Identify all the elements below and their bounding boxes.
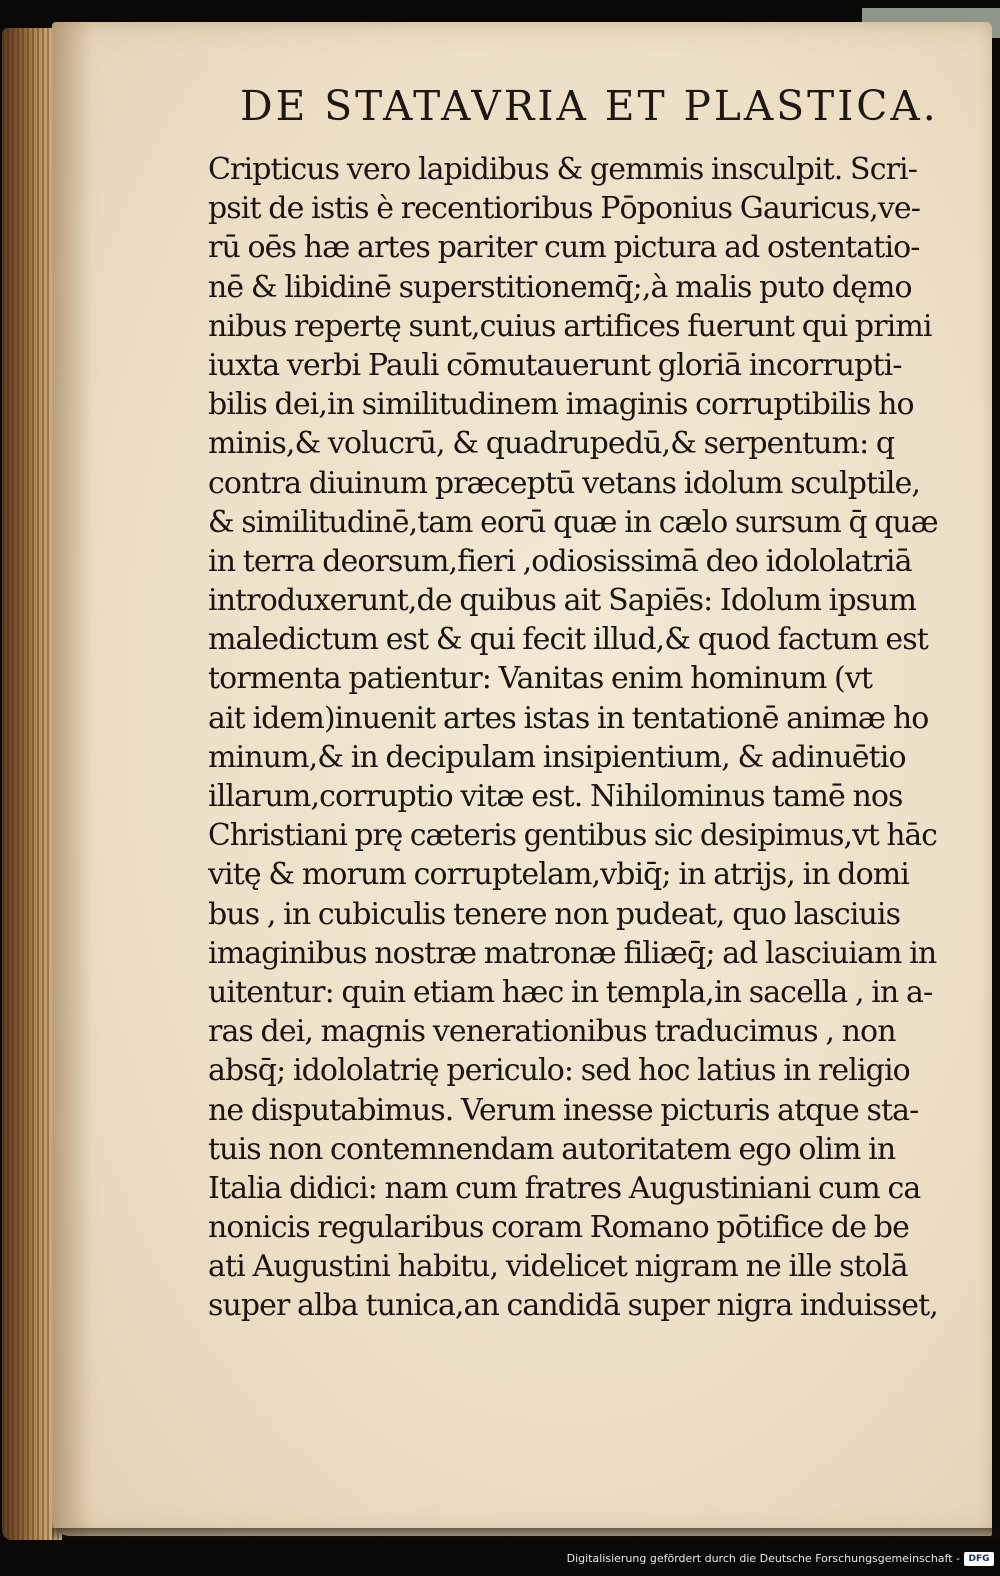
text-line: ne disputabimus. Verum inesse picturis atque sta- (208, 1092, 919, 1128)
running-head: DE STATAVRIA ET PLASTICA. (240, 82, 939, 130)
text-line: ras dei, magnis venerationibus traducimus , non (208, 1014, 896, 1050)
text-line: introduxerunt,de quibus ait Sapiēs: Idolum ipsum (208, 583, 917, 619)
text-line: Cripticus vero lapidibus & gemmis insculpit. Scri- (208, 152, 917, 187)
page-bottom-shadow (52, 1528, 1000, 1544)
text-line: contra diuinum præceptū vetans idolum sculptile, (208, 465, 921, 501)
text-line: uitentur: quin etiam hæc in templa,in sacella , in a- (208, 974, 933, 1010)
text-line: Christiani prę cæteris gentibus sic desipimus,vt hāc (208, 818, 937, 853)
text-line: nē & libidinē superstitionemq̄;,à malis puto dęmo (208, 269, 912, 305)
text-line: minum,& in decipulam insipientium, & adinuētio (208, 739, 906, 775)
text-line: iuxta verbi Pauli cōmutauerunt gloriā incorrupti- (208, 347, 902, 383)
text-line: ati Augustini habitu, videlicet nigram ne ille stolā (208, 1249, 908, 1285)
text-line: illarum,corruptio vitæ est. Nihilominus tamē nos (208, 779, 903, 814)
text-line: nibus repertę sunt,cuius artifices fuerunt qui primi (208, 308, 932, 344)
text-line: minis,& volucrū, & quadrupedū,& serpentum: q (208, 426, 895, 462)
text-line: nonicis regularibus coram Romano pōtifice de be (208, 1210, 909, 1246)
text-line: Italia didici: nam cum fratres Augustiniani cum ca (208, 1170, 921, 1206)
text-block (208, 150, 938, 1326)
text-line: rū oēs hæ artes pariter cum pictura ad ostentatio- (208, 230, 920, 266)
text-line: imaginibus nostræ matronæ filiæq̄; ad lasciuiam in (208, 935, 937, 971)
text-line: in terra deorsum,fieri ,odiosissimā deo idololatriā (208, 543, 912, 579)
text-line: & similitudinē,tam eorū quæ in cælo sursum q̄ quæ (208, 504, 938, 540)
dfg-logo: DFG (964, 1552, 994, 1566)
text-line: absq̄; idololatrię periculo: sed hoc latius in religio (208, 1053, 910, 1089)
text-line: vitę & morum corruptelam,vbiq̄; in atrijs, in domi (208, 857, 909, 893)
text-line: bus , in cubiculis tenere non pudeat, quo lasciuis (208, 896, 901, 932)
text-line: tormenta patientur: Vanitas enim hominum (vt (208, 661, 873, 697)
text-line: ait idem)inuenit artes istas in tentationē animæ ho (208, 700, 929, 736)
digitization-credit: Digitalisierung gefördert durch die Deutsche Forschungsgemeinschaft - (566, 1552, 960, 1565)
text-line: super alba tunica,an candidā super nigra induisset, (208, 1288, 938, 1324)
text-line: maledictum est & qui fecit illud,& quod factum est (208, 622, 928, 658)
text-line: tuis non contemnendam autoritatem ego olim in (208, 1131, 896, 1167)
text-line: bilis dei,in similitudinem imaginis corruptibilis ho (208, 387, 914, 423)
text-line: psit de istis è recentioribus Pōponius Gauricus,ve- (208, 191, 921, 227)
gutter-shadow (52, 22, 92, 1536)
